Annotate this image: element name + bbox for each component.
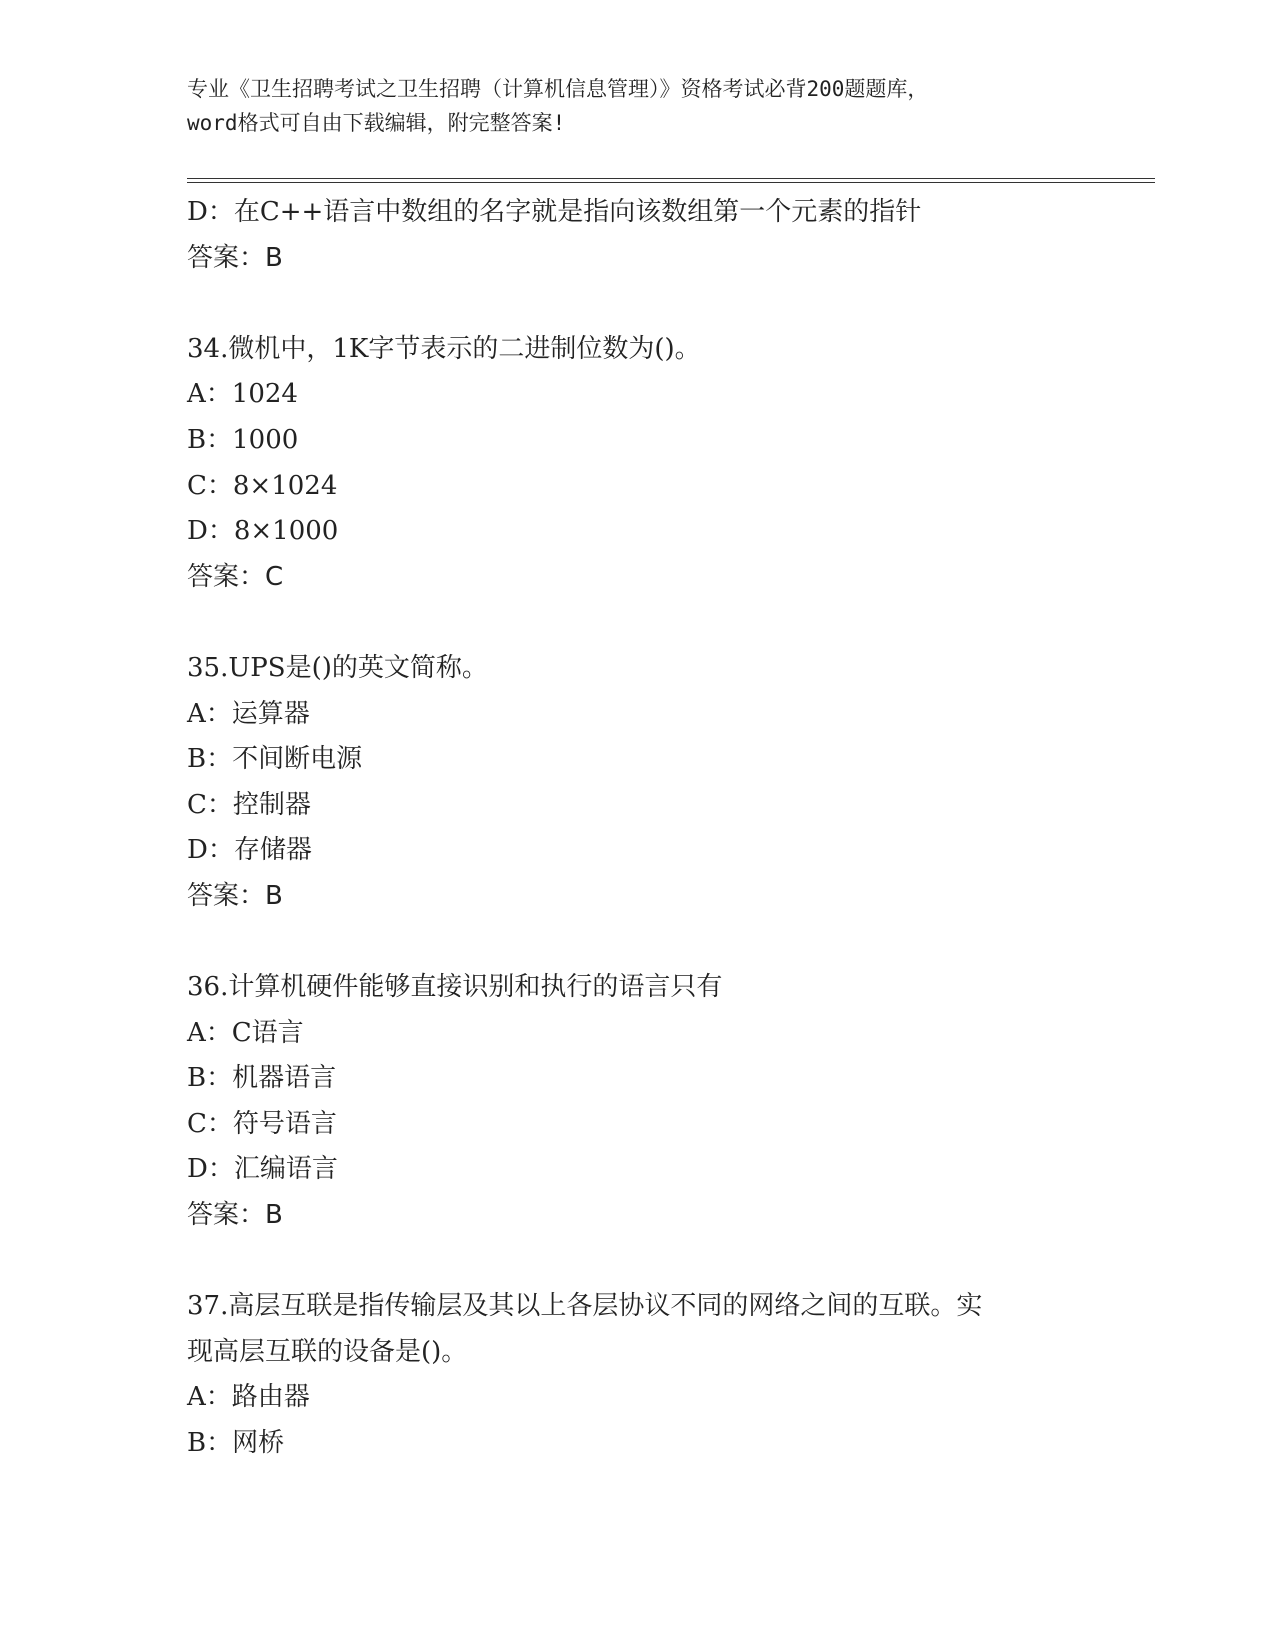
header-title-line-1: 专业《卫生招聘考试之卫生招聘（计算机信息管理）》资格考试必背200题题库， <box>187 77 929 101</box>
option-b: B：1000 <box>187 424 299 455</box>
spacer <box>187 920 1155 966</box>
spacer <box>187 600 1155 646</box>
option-b: B：不间断电源 <box>187 744 363 775</box>
option-a: A：路由器 <box>187 1382 310 1413</box>
header-title-line-2: word格式可自由下载编辑，附完整答案! <box>187 111 566 135</box>
option-b: B：网桥 <box>187 1428 285 1459</box>
spacer <box>187 281 1155 327</box>
option-a: A：1024 <box>187 379 298 410</box>
option-c: C：符号语言 <box>187 1108 337 1139</box>
option-d: D：在C++语言中数组的名字就是指向该数组第一个元素的指针 <box>187 197 922 227</box>
question-stem-37-line-2: 现高层互联的设备是()。 <box>187 1336 468 1367</box>
spacer <box>187 1239 1155 1285</box>
answer-line: 答案：B <box>187 880 283 911</box>
option-a: A：运算器 <box>187 698 310 729</box>
answer-line: 答案：C <box>187 561 284 592</box>
answer-line: 答案：B <box>187 1200 283 1231</box>
question-stem-35: 35.UPS是()的英文简称。 <box>187 652 488 683</box>
question-stem-36: 36.计算机硬件能够直接识别和执行的语言只有 <box>187 972 723 1003</box>
question-list <box>187 190 1155 1467</box>
option-b: B：机器语言 <box>187 1063 337 1094</box>
question-stem-37-line-1: 37.高层互联是指传输层及其以上各层协议不同的网络之间的互联。实 <box>187 1291 983 1322</box>
option-d: D：汇编语言 <box>187 1154 338 1185</box>
option-c: C：控制器 <box>187 789 311 820</box>
option-c: C：8×1024 <box>187 470 338 501</box>
option-d: D：8×1000 <box>187 516 339 547</box>
option-a: A：C语言 <box>187 1017 304 1048</box>
question-stem-34: 34.微机中，1K字节表示的二进制位数为()。 <box>187 333 701 364</box>
header-divider <box>187 178 1155 183</box>
option-d: D：存储器 <box>187 835 312 866</box>
document-header <box>187 72 1087 140</box>
answer-line: 答案：B <box>187 242 283 273</box>
